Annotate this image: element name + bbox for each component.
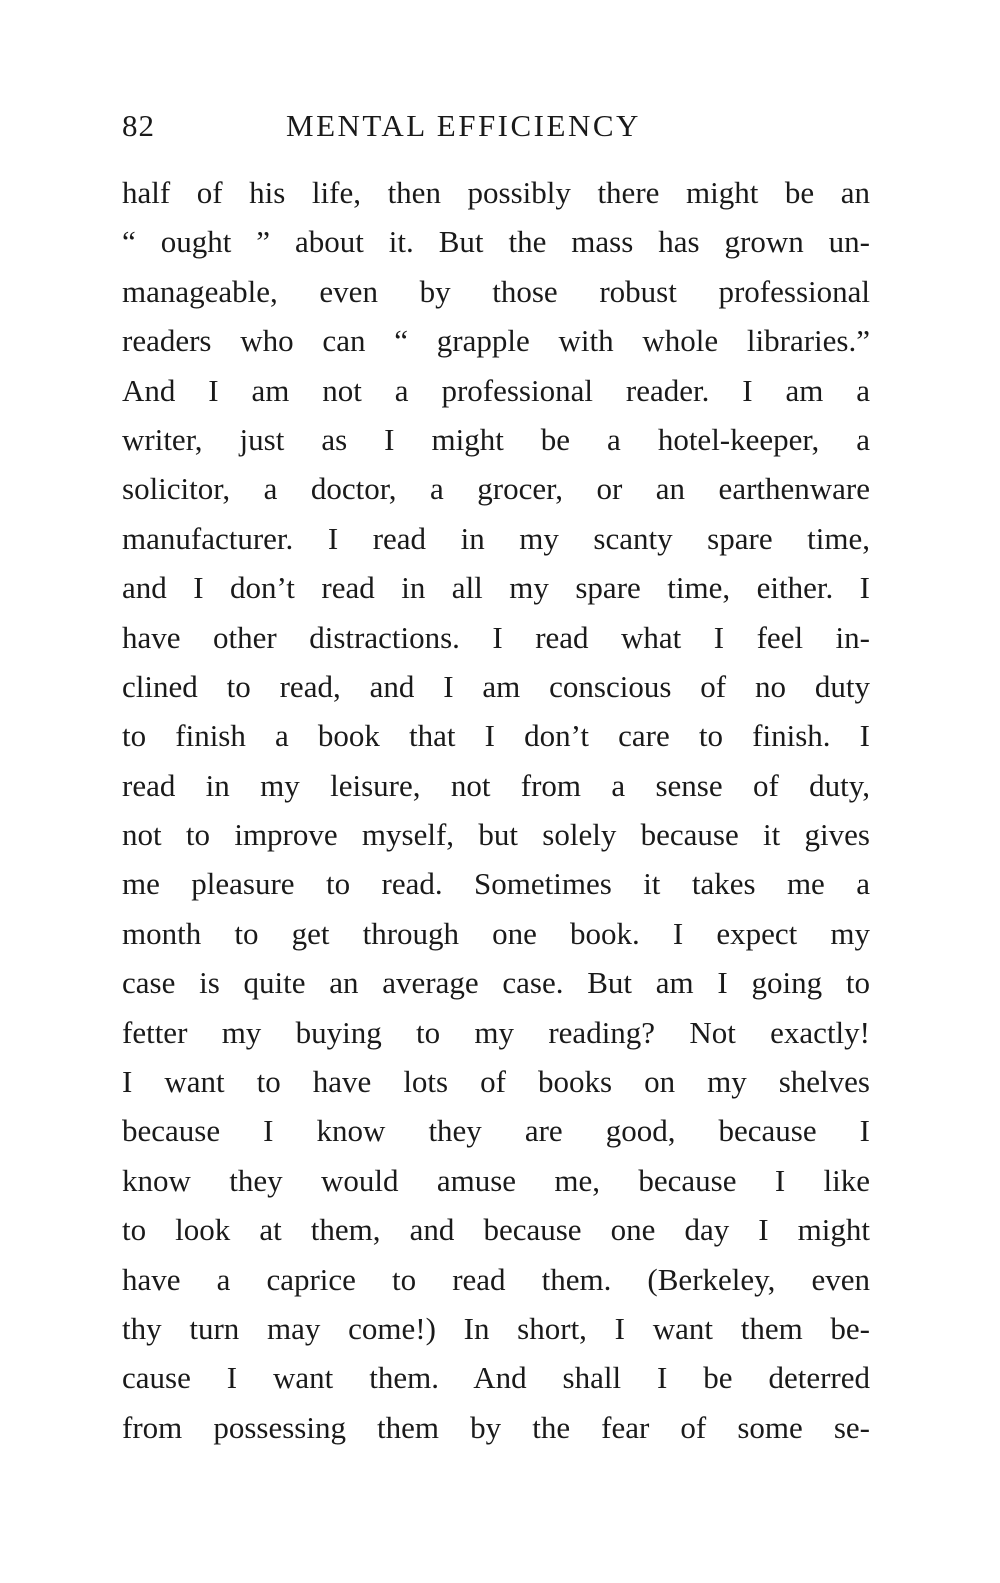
body-text bbox=[122, 168, 870, 1452]
text-line: to look at them, and because one day I might bbox=[122, 1212, 870, 1248]
text-line: and I don’t read in all my spare time, either. I bbox=[122, 570, 870, 606]
text-line: not to improve myself, but solely because it gives bbox=[122, 817, 870, 853]
text-line: solicitor, a doctor, a grocer, or an earthenware bbox=[122, 471, 870, 507]
text-line: have a caprice to read them. (Berkeley, even bbox=[122, 1261, 870, 1297]
text-line: cause I want them. And shall I be deterred bbox=[122, 1360, 870, 1396]
text-line: month to get through one book. I expect my bbox=[122, 915, 870, 951]
running-title: MENTAL EFFICIENCY bbox=[286, 108, 641, 143]
page-number: 82 bbox=[122, 108, 155, 143]
text-line: And I am not a professional reader. I am a bbox=[122, 372, 870, 408]
text-line: fetter my buying to my reading? Not exactly! bbox=[122, 1014, 870, 1050]
text-line: to finish a book that I don’t care to finish. I bbox=[122, 718, 870, 754]
text-line: “ ought ” about it. But the mass has grown un- bbox=[122, 224, 870, 260]
text-line: case is quite an average case. But am I going to bbox=[122, 965, 870, 1001]
text-line: half of his life, then possibly there might be an bbox=[122, 175, 870, 210]
text-line: have other distractions. I read what I feel in- bbox=[122, 619, 870, 655]
text-line: because I know they are good, because I bbox=[122, 1113, 870, 1149]
text-line: me pleasure to read. Sometimes it takes me a bbox=[122, 866, 870, 902]
text-line: I want to have lots of books on my shelves bbox=[122, 1064, 870, 1100]
text-line: manufacturer. I read in my scanty spare time, bbox=[122, 520, 870, 556]
text-line: manageable, even by those robust professional bbox=[122, 273, 870, 309]
text-line: from possessing them by the fear of some se- bbox=[122, 1409, 870, 1445]
text-line: read in my leisure, not from a sense of duty, bbox=[122, 767, 870, 803]
text-line: thy turn may come!) In short, I want them be- bbox=[122, 1310, 870, 1346]
running-head bbox=[122, 108, 870, 152]
text-line: clined to read, and I am conscious of no duty bbox=[122, 668, 870, 704]
text-line: readers who can “ grapple with whole libraries.” bbox=[122, 323, 870, 359]
text-line: know they would amuse me, because I like bbox=[122, 1162, 870, 1198]
text-line: writer, just as I might be a hotel-keeper, a bbox=[122, 421, 870, 457]
